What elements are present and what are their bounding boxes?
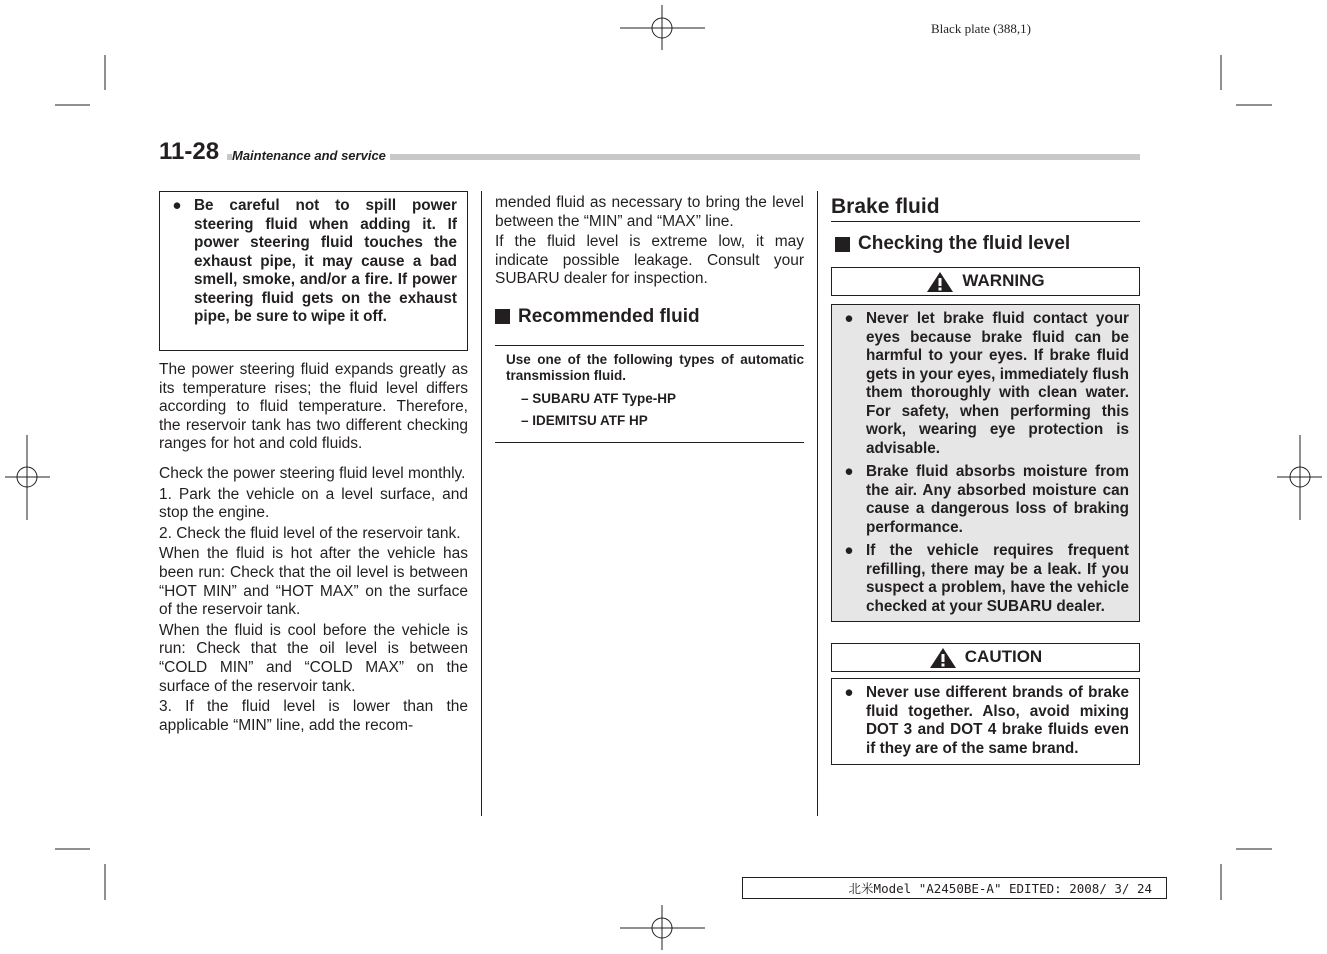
warning-text: Never let brake fluid contact your eyes because brake fluid can be harmful to your eyes. If brake fluid gets in your eyes, immediately flush them thoroughly with clean water. For safety, when performing this work, wearing eye protection is advisable. <box>866 310 1129 457</box>
caution-text: Be careful not to spill power steering fluid when adding it. If power steering fluid touches the exhaust pipe, it may cause a bad smell, smoke, and/or a fire. If power steering fluid gets on the exhaust pipe, be sure to wipe it off. <box>194 197 457 325</box>
paragraph: When the fluid is cool before the vehicle is run: Check that the oil level is between “COLD MIN” and “COLD MAX” on the surface of the reservoir tank. <box>159 621 468 695</box>
bullet-icon: ● <box>172 197 182 214</box>
warning-text: Brake fluid absorbs moisture from the air. Any absorbed moisture can cause a dangerous loss of braking performance. <box>866 463 1129 536</box>
plate-label: Black plate (388,1) <box>931 21 1031 36</box>
paragraph: If the fluid level is extreme low, it may indicate possible leakage. Consult your SUBARU dealer for inspection. <box>495 233 804 288</box>
caution-text: Never use different brands of brake fluid together. Also, avoid mixing DOT 3 and DOT 4 brake fluids even if they are of the same brand. <box>866 684 1129 757</box>
caution-box: ● Never use different brands of brake fluid together. Also, avoid mixing DOT 3 and DOT 4 brake fluids even if they are of the same brand. <box>831 678 1140 765</box>
footer-edit-stamp: 北米Model "A2450BE-A" EDITED: 2008/ 3/ 24 <box>742 877 1167 899</box>
step-2: 2. Check the fluid level of the reservoir tank. <box>159 524 461 542</box>
warning-triangle-icon <box>929 647 957 669</box>
paragraph: The power steering fluid expands greatly as its temperature rises; the fluid level differs according to fluid temperature. Therefore, the reservoir tank has two different checking ranges for hot and cold fluids. <box>159 361 468 453</box>
warning-box: ● Never let brake fluid contact your eyes because brake fluid can be harmful to your eyes. If brake fluid gets in your eyes, immediately flush them thoroughly with clean water. For safety, when performing this work, wearing eye protection is advisable. ● Brake fluid absorbs moisture from the air. Any absorbed moisture can cause a dangerous loss of braking performance. ● If the vehicle requires frequent refilling, there may be a leak. If you suspect a problem, have the vehicle checked at your SUBARU dealer. <box>831 304 1140 622</box>
page-number: 11-28 <box>159 138 227 166</box>
recommended-fluid-heading: Recommended fluid <box>495 305 804 329</box>
warning-triangle-icon <box>926 271 954 293</box>
middle-column <box>495 194 804 443</box>
section-title: Maintenance and service <box>232 148 390 163</box>
caution-box <box>159 191 468 351</box>
column-divider <box>481 191 482 816</box>
warning-label: WARNING <box>831 267 1140 296</box>
fluid-item: – IDEMITSU ATF HP <box>521 413 648 429</box>
caution-label: CAUTION <box>831 643 1140 672</box>
fluid-item: – SUBARU ATF Type-HP <box>521 390 677 406</box>
checking-heading: Checking the fluid level <box>831 232 1140 256</box>
square-icon <box>495 309 510 324</box>
square-icon <box>835 237 850 252</box>
brake-fluid-title: Brake fluid <box>831 194 1140 222</box>
paragraph: Check the power steering fluid level monthly. <box>159 464 466 482</box>
right-column <box>831 194 1140 765</box>
warning-text: If the vehicle requires frequent refilling, there may be a leak. If you suspect a problem, have the vehicle checked at your SUBARU dealer. <box>866 542 1129 615</box>
recommend-intro: Use one of the following types of automatic transmission fluid. <box>506 351 804 384</box>
recommended-fluid-box <box>495 345 804 443</box>
step-1: 1. Park the vehicle on a level surface, and stop the engine. <box>159 485 468 522</box>
paragraph: When the fluid is hot after the vehicle has been run: Check that the oil level is between “HOT MIN” and “HOT MAX” on the surface of the reservoir tank. <box>159 545 468 619</box>
paragraph: mended fluid as necessary to bring the level between the “MIN” and “MAX” line. <box>495 194 804 230</box>
column-divider <box>817 191 818 816</box>
step-3: 3. If the fluid level is lower than the applicable “MIN” line, add the recom- <box>159 698 468 734</box>
left-column <box>159 191 468 737</box>
